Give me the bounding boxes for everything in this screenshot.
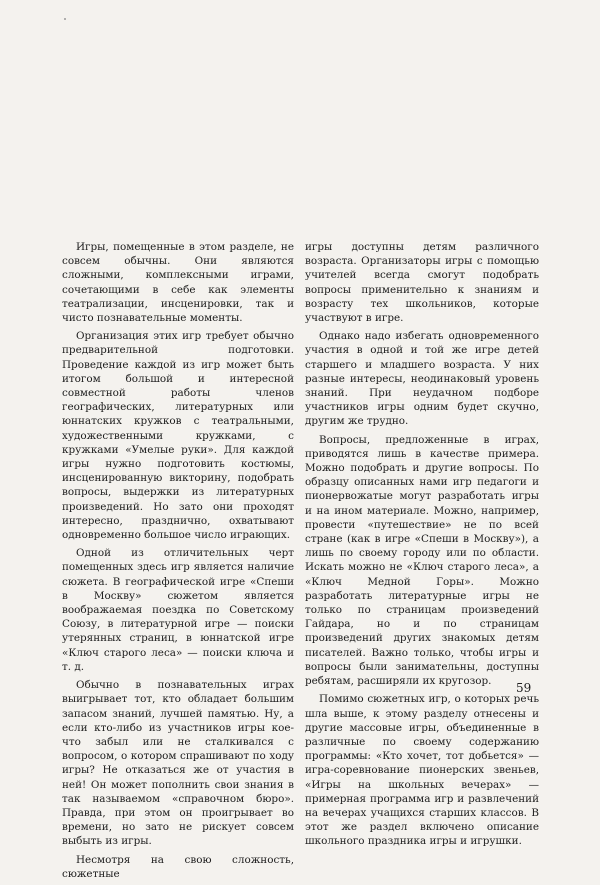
- paragraph: Однако надо избегать одновременного участия в одной и той же игре детей старшего и младшего возраста. У них разные интересы, неодинаковый уровень знаний. При неудачном подборе участников игры одним будет скучно, другим же трудно.: [305, 330, 539, 428]
- right-text-column: [305, 240, 539, 853]
- paragraph: Обычно в познавательных играх выигрывает тот, кто обладает большим запасом знаний, лучшей памятью. Ну, а если кто-либо из участников игры кое-что забыл или не сталкивался с вопросом, о котором спрашивают по ходу игры? Не отказаться же от участия в ней! Он может пополнить свои знания в так называемом «справочном бюро». Правда, при этом он проигрывает во времени, но зато не рискует совсем выбыть из игры.: [62, 679, 294, 848]
- paragraph: Одной из отличительных черт помещенных здесь игр является наличие сюжета. В географической игре «Спеши в Москву» сюжетом является воображаемая поездка по Советскому Союзу, в литературной игре — поиски утерянных страниц, в юннатской игре «Ключ старого леса» — поиски ключа и т. д.: [62, 547, 294, 673]
- paragraph: Игры, помещенные в этом разделе, не совсем обычны. Они являются сложными, комплексными играми, сочетающими в себе как элементы театрализации, инсценировки, так и чисто познавательные моменты.: [62, 241, 294, 325]
- paragraph: Вопросы, предложенные в играх, приводятся лишь в качестве примера. Можно подобрать и другие вопросы. По образцу описанных нами игр педагоги и пионервожатые могут разработать игры и на ином материале. Можно, например, провести «путешествие» не по всей стране (как в игре «Спеши в Москву»), а лишь по своему городу или по области. Искать можно не «Ключ старого леса», а «Ключ Медной Горы». Можно разработать литературные игры не только по страницам произведений Гайдара, но и по страницам произведений других знакомых детям писателей. Важно только, чтобы игры и вопросы были занимательны, доступны ребятам, расширяли их кругозор.: [305, 433, 539, 688]
- left-text-column: [62, 240, 294, 885]
- paragraph: Несмотря на свою сложность, сюжетные: [62, 853, 294, 880]
- paragraph-continued: игры доступны детям различного возраста. Организаторы игры с помощью учителей всегда смогут подобрать вопросы применительно к знаниям и возрасту тех школьников, которые участвуют в игре.: [305, 241, 539, 325]
- paragraph: Помимо сюжетных игр, о которых речь шла выше, к этому разделу отнесены и другие массовые игры, объединенные в различные по своему содержанию программы: «Кто хочет, тот добьется» — игра-соревнование пионерских звеньев, «Игры на школьных вечерах» — примерная программа игр и развлечений на вечерах учащихся старших классов. В этот же раздел включено описание школьного праздника игры и игрушки.: [305, 693, 539, 848]
- paragraph: Организация этих игр требует обычно предварительной подготовки. Проведение каждой из игр может быть итогом большой и интересной совместной работы членов географических, литературных или юннатских кружков с театральными, художественными кружками, с кружками «Умелые руки». Для каждой игры нужно подготовить костюмы, инсценированную викторину, подобрать вопросы, выдержки из литературных произведений. Но зато они проходят интересно, празднично, охватывают одновременно большое число играющих.: [62, 330, 294, 542]
- print-speck: [64, 18, 66, 20]
- page-number: 59: [516, 681, 532, 695]
